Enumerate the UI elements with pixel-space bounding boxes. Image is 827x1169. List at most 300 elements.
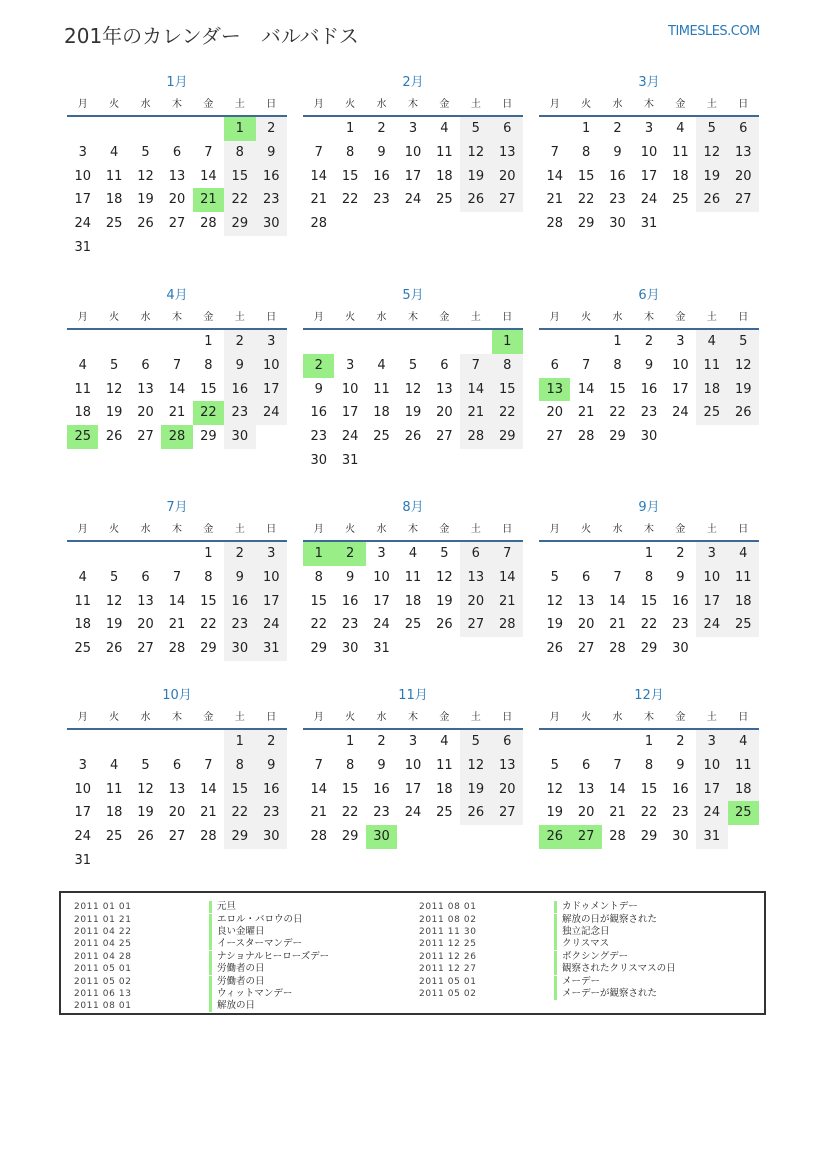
day-cell[interactable]: 17 bbox=[256, 378, 287, 402]
day-cell[interactable]: 18 bbox=[74, 405, 91, 421]
day-cell[interactable]: 24 bbox=[341, 429, 359, 445]
day-cell[interactable]: 25 bbox=[404, 617, 422, 633]
day-cell[interactable]: 28 bbox=[609, 641, 626, 657]
day-cell[interactable]: 11 bbox=[436, 144, 453, 160]
day-cell[interactable]: 28 bbox=[577, 429, 595, 445]
day-cell[interactable]: 3 bbox=[408, 121, 418, 136]
day-cell[interactable]: 18 bbox=[696, 378, 727, 402]
day-cell[interactable]: 28 bbox=[161, 425, 192, 449]
day-cell[interactable]: 18 bbox=[728, 778, 759, 802]
day-cell[interactable]: 26 bbox=[728, 401, 759, 425]
day-cell[interactable]: 22 bbox=[492, 401, 523, 425]
day-cell[interactable]: 20 bbox=[460, 590, 491, 614]
day-cell[interactable]: 9 bbox=[377, 144, 386, 160]
day-cell[interactable]: 14 bbox=[200, 781, 217, 797]
day-cell[interactable]: 30 bbox=[224, 425, 255, 449]
day-cell[interactable]: 9 bbox=[256, 754, 287, 778]
day-cell[interactable]: 3 bbox=[78, 144, 87, 160]
day-cell[interactable]: 12 bbox=[137, 168, 154, 184]
day-cell[interactable]: 18 bbox=[105, 192, 123, 208]
day-cell[interactable]: 26 bbox=[546, 641, 563, 657]
day-cell[interactable]: 9 bbox=[314, 381, 323, 397]
day-cell[interactable]: 22 bbox=[577, 192, 595, 208]
day-cell[interactable]: 27 bbox=[168, 829, 186, 845]
day-cell[interactable]: 8 bbox=[581, 144, 591, 160]
day-cell[interactable]: 1 bbox=[345, 121, 355, 136]
day-cell[interactable]: 2 bbox=[256, 117, 287, 141]
day-cell[interactable]: 9 bbox=[256, 141, 287, 165]
day-cell[interactable]: 16 bbox=[609, 168, 626, 184]
day-cell[interactable]: 13 bbox=[436, 381, 453, 397]
day-cell[interactable]: 8 bbox=[492, 354, 523, 378]
day-cell[interactable]: 19 bbox=[696, 165, 727, 189]
day-cell[interactable]: 31 bbox=[373, 641, 390, 657]
day-cell[interactable]: 19 bbox=[105, 405, 123, 421]
day-cell[interactable]: 5 bbox=[550, 569, 559, 585]
day-cell[interactable]: 25 bbox=[373, 429, 390, 445]
day-cell[interactable]: 15 bbox=[341, 168, 359, 184]
day-cell[interactable]: 11 bbox=[74, 381, 91, 397]
day-cell[interactable]: 9 bbox=[224, 566, 255, 590]
day-cell[interactable]: 27 bbox=[168, 216, 186, 232]
day-cell[interactable]: 1 bbox=[644, 546, 654, 561]
day-cell[interactable]: 21 bbox=[546, 192, 563, 208]
day-cell[interactable]: 14 bbox=[310, 781, 327, 797]
day-cell[interactable]: 20 bbox=[168, 192, 186, 208]
day-cell[interactable]: 19 bbox=[546, 617, 563, 633]
day-cell[interactable]: 24 bbox=[672, 405, 689, 421]
day-cell[interactable]: 21 bbox=[168, 405, 186, 421]
day-cell[interactable]: 6 bbox=[581, 569, 591, 585]
day-cell[interactable]: 16 bbox=[672, 593, 689, 609]
day-cell[interactable]: 22 bbox=[193, 401, 224, 425]
day-cell[interactable]: 21 bbox=[310, 805, 327, 821]
day-cell[interactable]: 15 bbox=[341, 781, 359, 797]
day-cell[interactable]: 9 bbox=[613, 144, 622, 160]
day-cell[interactable]: 3 bbox=[644, 121, 654, 136]
day-cell[interactable]: 1 bbox=[303, 542, 334, 566]
day-cell[interactable]: 26 bbox=[460, 801, 491, 825]
day-cell[interactable]: 13 bbox=[728, 141, 759, 165]
day-cell[interactable]: 17 bbox=[74, 192, 91, 208]
day-cell[interactable]: 11 bbox=[74, 593, 91, 609]
day-cell[interactable]: 7 bbox=[460, 354, 491, 378]
day-cell[interactable]: 23 bbox=[341, 617, 359, 633]
day-cell[interactable]: 29 bbox=[224, 212, 255, 236]
day-cell[interactable]: 21 bbox=[200, 805, 217, 821]
day-cell[interactable]: 6 bbox=[728, 117, 759, 141]
day-cell[interactable]: 17 bbox=[672, 381, 689, 397]
day-cell[interactable]: 9 bbox=[676, 757, 685, 773]
day-cell[interactable]: 3 bbox=[345, 357, 355, 373]
day-cell[interactable]: 29 bbox=[341, 829, 359, 845]
day-cell[interactable]: 21 bbox=[168, 617, 186, 633]
day-cell[interactable]: 28 bbox=[310, 216, 327, 232]
day-cell[interactable]: 4 bbox=[78, 569, 87, 585]
day-cell[interactable]: 30 bbox=[366, 825, 397, 849]
day-cell[interactable]: 24 bbox=[74, 829, 91, 845]
day-cell[interactable]: 26 bbox=[436, 617, 453, 633]
day-cell[interactable]: 3 bbox=[78, 757, 87, 773]
day-cell[interactable]: 31 bbox=[74, 852, 91, 868]
day-cell[interactable]: 15 bbox=[609, 381, 626, 397]
day-cell[interactable]: 2 bbox=[644, 334, 654, 349]
day-cell[interactable]: 19 bbox=[404, 405, 422, 421]
day-cell[interactable]: 5 bbox=[728, 330, 759, 354]
day-cell[interactable]: 7 bbox=[204, 144, 213, 160]
day-cell[interactable]: 30 bbox=[672, 829, 689, 845]
day-cell[interactable]: 7 bbox=[172, 569, 182, 585]
day-cell[interactable]: 6 bbox=[141, 569, 150, 585]
day-cell[interactable]: 10 bbox=[373, 569, 390, 585]
day-cell[interactable]: 22 bbox=[609, 405, 626, 421]
day-cell[interactable]: 25 bbox=[67, 425, 98, 449]
day-cell[interactable]: 27 bbox=[137, 641, 154, 657]
day-cell[interactable]: 19 bbox=[460, 778, 491, 802]
day-cell[interactable]: 9 bbox=[377, 757, 386, 773]
day-cell[interactable]: 4 bbox=[696, 330, 727, 354]
day-cell[interactable]: 29 bbox=[492, 425, 523, 449]
day-cell[interactable]: 18 bbox=[436, 781, 453, 797]
day-cell[interactable]: 2 bbox=[334, 542, 365, 566]
day-cell[interactable]: 15 bbox=[577, 168, 595, 184]
day-cell[interactable]: 5 bbox=[109, 569, 119, 585]
day-cell[interactable]: 27 bbox=[728, 188, 759, 212]
day-cell[interactable]: 23 bbox=[224, 613, 255, 637]
day-cell[interactable]: 10 bbox=[256, 354, 287, 378]
day-cell[interactable]: 23 bbox=[256, 801, 287, 825]
day-cell[interactable]: 3 bbox=[408, 734, 418, 749]
day-cell[interactable]: 14 bbox=[492, 566, 523, 590]
day-cell[interactable]: 7 bbox=[204, 757, 213, 773]
day-cell[interactable]: 1 bbox=[613, 334, 622, 349]
day-cell[interactable]: 18 bbox=[436, 168, 453, 184]
day-cell[interactable]: 11 bbox=[728, 754, 759, 778]
day-cell[interactable]: 13 bbox=[577, 593, 595, 609]
day-cell[interactable]: 7 bbox=[314, 144, 323, 160]
day-cell[interactable]: 14 bbox=[577, 381, 595, 397]
day-cell[interactable]: 18 bbox=[404, 593, 422, 609]
day-cell[interactable]: 29 bbox=[640, 829, 658, 845]
day-cell[interactable]: 27 bbox=[460, 613, 491, 637]
day-cell[interactable]: 10 bbox=[256, 566, 287, 590]
day-cell[interactable]: 16 bbox=[310, 405, 327, 421]
day-cell[interactable]: 5 bbox=[109, 357, 119, 373]
day-cell[interactable]: 17 bbox=[74, 805, 91, 821]
day-cell[interactable]: 17 bbox=[696, 590, 727, 614]
day-cell[interactable]: 30 bbox=[640, 429, 658, 445]
day-cell[interactable]: 4 bbox=[728, 730, 759, 754]
day-cell[interactable]: 8 bbox=[224, 141, 255, 165]
day-cell[interactable]: 1 bbox=[204, 334, 213, 349]
day-cell[interactable]: 29 bbox=[640, 641, 658, 657]
day-cell[interactable]: 27 bbox=[570, 825, 601, 849]
day-cell[interactable]: 15 bbox=[310, 593, 327, 609]
day-cell[interactable]: 7 bbox=[613, 569, 622, 585]
day-cell[interactable]: 6 bbox=[581, 757, 591, 773]
day-cell[interactable]: 29 bbox=[310, 641, 327, 657]
day-cell[interactable]: 17 bbox=[404, 781, 422, 797]
day-cell[interactable]: 15 bbox=[224, 165, 255, 189]
day-cell[interactable]: 29 bbox=[224, 825, 255, 849]
day-cell[interactable]: 21 bbox=[310, 192, 327, 208]
day-cell[interactable]: 30 bbox=[672, 641, 689, 657]
day-cell[interactable]: 15 bbox=[492, 378, 523, 402]
day-cell[interactable]: 27 bbox=[546, 429, 563, 445]
day-cell[interactable]: 15 bbox=[640, 593, 658, 609]
day-cell[interactable]: 24 bbox=[256, 613, 287, 637]
day-cell[interactable]: 18 bbox=[373, 405, 390, 421]
day-cell[interactable]: 10 bbox=[404, 757, 422, 773]
day-cell[interactable]: 2 bbox=[256, 730, 287, 754]
day-cell[interactable]: 11 bbox=[672, 144, 689, 160]
day-cell[interactable]: 19 bbox=[137, 805, 154, 821]
day-cell[interactable]: 10 bbox=[640, 144, 658, 160]
day-cell[interactable]: 27 bbox=[492, 188, 523, 212]
day-cell[interactable]: 4 bbox=[109, 757, 119, 773]
day-cell[interactable]: 26 bbox=[404, 429, 422, 445]
day-cell[interactable]: 15 bbox=[200, 381, 217, 397]
day-cell[interactable]: 8 bbox=[204, 569, 213, 585]
day-cell[interactable]: 25 bbox=[105, 216, 123, 232]
day-cell[interactable]: 18 bbox=[105, 805, 123, 821]
day-cell[interactable]: 6 bbox=[460, 542, 491, 566]
day-cell[interactable]: 20 bbox=[492, 165, 523, 189]
day-cell[interactable]: 30 bbox=[256, 825, 287, 849]
day-cell[interactable]: 25 bbox=[672, 192, 689, 208]
day-cell[interactable]: 28 bbox=[200, 216, 217, 232]
day-cell[interactable]: 5 bbox=[460, 117, 491, 141]
day-cell[interactable]: 14 bbox=[609, 593, 626, 609]
day-cell[interactable]: 7 bbox=[492, 542, 523, 566]
day-cell[interactable]: 19 bbox=[546, 805, 563, 821]
day-cell[interactable]: 29 bbox=[609, 429, 626, 445]
day-cell[interactable]: 7 bbox=[581, 357, 591, 373]
day-cell[interactable]: 10 bbox=[74, 781, 91, 797]
day-cell[interactable]: 10 bbox=[672, 357, 689, 373]
day-cell[interactable]: 4 bbox=[109, 144, 119, 160]
day-cell[interactable]: 13 bbox=[492, 754, 523, 778]
day-cell[interactable]: 24 bbox=[373, 617, 390, 633]
day-cell[interactable]: 24 bbox=[640, 192, 658, 208]
day-cell[interactable]: 3 bbox=[377, 546, 386, 561]
day-cell[interactable]: 5 bbox=[460, 730, 491, 754]
day-cell[interactable]: 22 bbox=[640, 617, 658, 633]
day-cell[interactable]: 7 bbox=[314, 757, 323, 773]
day-cell[interactable]: 8 bbox=[314, 569, 323, 585]
day-cell[interactable]: 12 bbox=[404, 381, 422, 397]
day-cell[interactable]: 12 bbox=[696, 141, 727, 165]
day-cell[interactable]: 13 bbox=[168, 168, 186, 184]
day-cell[interactable]: 20 bbox=[137, 405, 154, 421]
day-cell[interactable]: 2 bbox=[377, 121, 386, 136]
day-cell[interactable]: 2 bbox=[377, 734, 386, 749]
day-cell[interactable]: 12 bbox=[460, 754, 491, 778]
day-cell[interactable]: 28 bbox=[310, 829, 327, 845]
day-cell[interactable]: 2 bbox=[224, 330, 255, 354]
day-cell[interactable]: 5 bbox=[141, 144, 150, 160]
day-cell[interactable]: 22 bbox=[224, 801, 255, 825]
brand-logo[interactable]: TIMESLES.COM bbox=[668, 24, 760, 39]
day-cell[interactable]: 20 bbox=[436, 405, 453, 421]
day-cell[interactable]: 8 bbox=[345, 144, 355, 160]
day-cell[interactable]: 5 bbox=[408, 357, 418, 373]
day-cell[interactable]: 6 bbox=[440, 357, 449, 373]
day-cell[interactable]: 11 bbox=[373, 381, 390, 397]
day-cell[interactable]: 12 bbox=[546, 593, 563, 609]
day-cell[interactable]: 17 bbox=[404, 168, 422, 184]
day-cell[interactable]: 2 bbox=[224, 542, 255, 566]
day-cell[interactable]: 9 bbox=[224, 354, 255, 378]
day-cell[interactable]: 14 bbox=[168, 381, 186, 397]
day-cell[interactable]: 25 bbox=[728, 801, 759, 825]
day-cell[interactable]: 9 bbox=[644, 357, 654, 373]
day-cell[interactable]: 17 bbox=[373, 593, 390, 609]
day-cell[interactable]: 5 bbox=[141, 757, 150, 773]
day-cell[interactable]: 16 bbox=[256, 165, 287, 189]
day-cell[interactable]: 13 bbox=[168, 781, 186, 797]
day-cell[interactable]: 10 bbox=[696, 566, 727, 590]
day-cell[interactable]: 8 bbox=[644, 569, 654, 585]
day-cell[interactable]: 30 bbox=[341, 641, 359, 657]
day-cell[interactable]: 14 bbox=[168, 593, 186, 609]
day-cell[interactable]: 13 bbox=[137, 593, 154, 609]
day-cell[interactable]: 11 bbox=[728, 566, 759, 590]
day-cell[interactable]: 26 bbox=[105, 429, 123, 445]
day-cell[interactable]: 22 bbox=[341, 192, 359, 208]
day-cell[interactable]: 7 bbox=[172, 357, 182, 373]
day-cell[interactable]: 12 bbox=[137, 781, 154, 797]
day-cell[interactable]: 19 bbox=[436, 593, 453, 609]
day-cell[interactable]: 19 bbox=[728, 378, 759, 402]
day-cell[interactable]: 6 bbox=[172, 144, 182, 160]
day-cell[interactable]: 3 bbox=[676, 334, 685, 349]
day-cell[interactable]: 18 bbox=[728, 590, 759, 614]
day-cell[interactable]: 23 bbox=[672, 805, 689, 821]
day-cell[interactable]: 4 bbox=[377, 357, 386, 373]
day-cell[interactable]: 3 bbox=[696, 542, 727, 566]
day-cell[interactable]: 11 bbox=[696, 354, 727, 378]
day-cell[interactable]: 10 bbox=[696, 754, 727, 778]
day-cell[interactable]: 9 bbox=[345, 569, 355, 585]
day-cell[interactable]: 17 bbox=[341, 405, 359, 421]
day-cell[interactable]: 24 bbox=[74, 216, 91, 232]
day-cell[interactable]: 4 bbox=[440, 121, 449, 136]
day-cell[interactable]: 1 bbox=[224, 730, 255, 754]
day-cell[interactable]: 28 bbox=[200, 829, 217, 845]
day-cell[interactable]: 3 bbox=[256, 542, 287, 566]
day-cell[interactable]: 28 bbox=[492, 613, 523, 637]
day-cell[interactable]: 11 bbox=[436, 757, 453, 773]
day-cell[interactable]: 4 bbox=[408, 546, 418, 561]
day-cell[interactable]: 22 bbox=[640, 805, 658, 821]
day-cell[interactable]: 13 bbox=[492, 141, 523, 165]
day-cell[interactable]: 15 bbox=[224, 778, 255, 802]
day-cell[interactable]: 11 bbox=[404, 569, 422, 585]
day-cell[interactable]: 25 bbox=[436, 192, 453, 208]
day-cell[interactable]: 23 bbox=[373, 192, 390, 208]
day-cell[interactable]: 5 bbox=[696, 117, 727, 141]
day-cell[interactable]: 31 bbox=[341, 452, 359, 468]
day-cell[interactable]: 21 bbox=[492, 590, 523, 614]
day-cell[interactable]: 26 bbox=[539, 825, 570, 849]
day-cell[interactable]: 2 bbox=[303, 354, 334, 378]
day-cell[interactable]: 25 bbox=[696, 401, 727, 425]
day-cell[interactable]: 27 bbox=[492, 801, 523, 825]
day-cell[interactable]: 7 bbox=[613, 757, 622, 773]
day-cell[interactable]: 12 bbox=[460, 141, 491, 165]
day-cell[interactable]: 16 bbox=[373, 168, 390, 184]
day-cell[interactable]: 7 bbox=[550, 144, 559, 160]
day-cell[interactable]: 27 bbox=[137, 429, 154, 445]
day-cell[interactable]: 1 bbox=[204, 546, 213, 561]
day-cell[interactable]: 10 bbox=[404, 144, 422, 160]
day-cell[interactable]: 15 bbox=[200, 593, 217, 609]
day-cell[interactable]: 1 bbox=[492, 330, 523, 354]
day-cell[interactable]: 8 bbox=[345, 757, 355, 773]
day-cell[interactable]: 4 bbox=[78, 357, 87, 373]
day-cell[interactable]: 8 bbox=[204, 357, 213, 373]
day-cell[interactable]: 21 bbox=[193, 188, 224, 212]
day-cell[interactable]: 22 bbox=[310, 617, 327, 633]
day-cell[interactable]: 26 bbox=[696, 188, 727, 212]
day-cell[interactable]: 12 bbox=[105, 593, 123, 609]
day-cell[interactable]: 2 bbox=[676, 734, 685, 749]
day-cell[interactable]: 26 bbox=[137, 216, 154, 232]
day-cell[interactable]: 31 bbox=[74, 239, 91, 255]
day-cell[interactable]: 2 bbox=[676, 546, 685, 561]
day-cell[interactable]: 30 bbox=[224, 637, 255, 661]
day-cell[interactable]: 24 bbox=[404, 805, 422, 821]
day-cell[interactable]: 8 bbox=[224, 754, 255, 778]
day-cell[interactable]: 5 bbox=[550, 757, 559, 773]
day-cell[interactable]: 13 bbox=[460, 566, 491, 590]
day-cell[interactable]: 23 bbox=[224, 401, 255, 425]
day-cell[interactable]: 23 bbox=[640, 405, 658, 421]
day-cell[interactable]: 13 bbox=[137, 381, 154, 397]
day-cell[interactable]: 11 bbox=[105, 168, 123, 184]
day-cell[interactable]: 28 bbox=[168, 641, 186, 657]
day-cell[interactable]: 21 bbox=[577, 405, 595, 421]
day-cell[interactable]: 20 bbox=[728, 165, 759, 189]
day-cell[interactable]: 20 bbox=[492, 778, 523, 802]
day-cell[interactable]: 19 bbox=[460, 165, 491, 189]
day-cell[interactable]: 29 bbox=[200, 429, 217, 445]
day-cell[interactable]: 16 bbox=[224, 378, 255, 402]
day-cell[interactable]: 1 bbox=[224, 117, 255, 141]
day-cell[interactable]: 22 bbox=[224, 188, 255, 212]
day-cell[interactable]: 17 bbox=[640, 168, 658, 184]
day-cell[interactable]: 26 bbox=[105, 641, 123, 657]
day-cell[interactable]: 18 bbox=[74, 617, 91, 633]
day-cell[interactable]: 25 bbox=[105, 829, 123, 845]
day-cell[interactable]: 29 bbox=[200, 641, 217, 657]
day-cell[interactable]: 12 bbox=[546, 781, 563, 797]
day-cell[interactable]: 4 bbox=[440, 734, 449, 749]
day-cell[interactable]: 14 bbox=[460, 378, 491, 402]
day-cell[interactable]: 28 bbox=[546, 216, 563, 232]
day-cell[interactable]: 10 bbox=[341, 381, 359, 397]
day-cell[interactable]: 6 bbox=[141, 357, 150, 373]
day-cell[interactable]: 22 bbox=[200, 617, 217, 633]
day-cell[interactable]: 3 bbox=[696, 730, 727, 754]
day-cell[interactable]: 5 bbox=[440, 546, 449, 561]
day-cell[interactable]: 14 bbox=[546, 168, 563, 184]
day-cell[interactable]: 23 bbox=[256, 188, 287, 212]
day-cell[interactable]: 4 bbox=[728, 542, 759, 566]
day-cell[interactable]: 31 bbox=[696, 825, 727, 849]
day-cell[interactable]: 27 bbox=[577, 641, 595, 657]
